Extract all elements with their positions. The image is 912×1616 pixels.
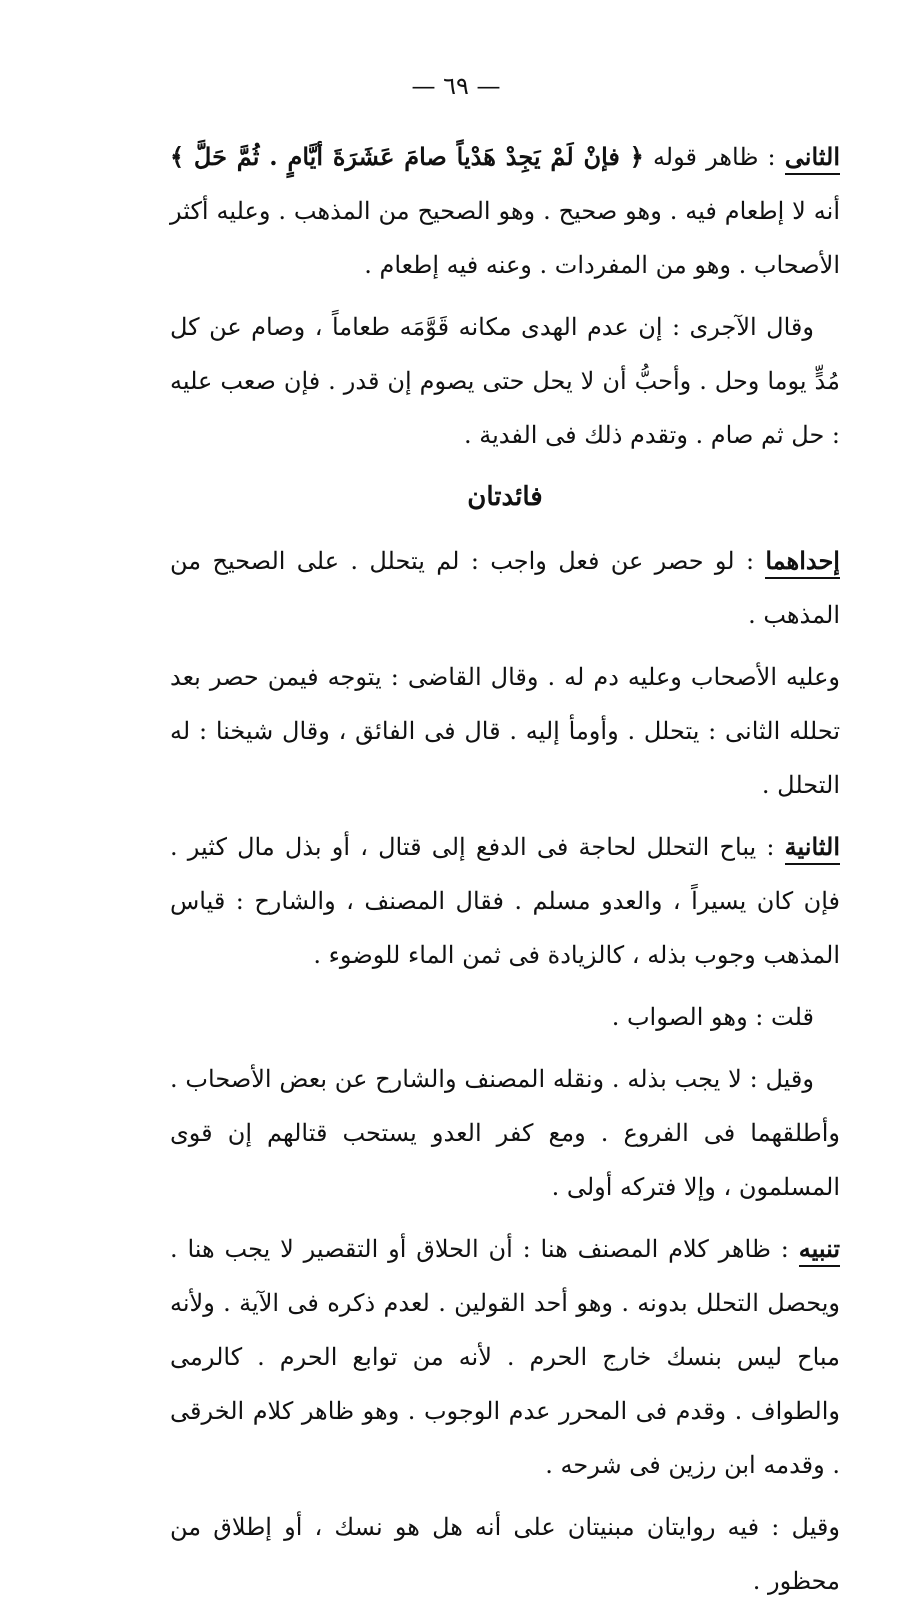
quran-verse: ﴿ فإنْ لَمْ يَجِدْ هَدْياً صامَ عَشَرَةَ أيَّامٍ . ثُمَّ حَلَّ ﴾ <box>170 142 644 171</box>
paragraph-1 <box>170 130 840 292</box>
paragraph-5-text: : يباح التحلل لحاجة فى الدفع إلى قتال ، أو بذل مال كثير . فإن كان يسيراً ، والعدو مسلم . فقال المصنف ، والشارح : قياس المذهب وجوب بذله ، كالزيادة فى ثمن الماء للوضوء . <box>170 833 840 969</box>
paragraph-3-text: : لو حصر عن فعل واجب : لم يتحلل . على الصحيح من المذهب . <box>170 547 840 629</box>
page-body <box>170 130 840 1616</box>
paragraph-2: وقال الآجرى : إن عدم الهدى مكانه قَوَّمَه طعاماً ، وصام عن كل مُدٍّ يوما وحل . وأحبُّ أن لا يحل حتى يصوم إن قدر . فإن صعب عليه : حل ثم صام . وتقدم ذلك فى الفدية . <box>170 313 840 449</box>
paragraph-7: وقيل : لا يجب بذله . ونقله المصنف والشارح عن بعض الأصحاب . وأطلقهما فى الفروع . ومع كفر العدو يستحب قتالهم إن قوى المسلمون ، وإلا فتركه أولى . <box>170 1065 840 1201</box>
paragraph-1-lead: : ظاهر قوله <box>652 143 776 171</box>
paragraph-9: وقيل : فيه روايتان مبنيتان على أنه هل هو نسك ، أو إطلاق من محظور . <box>170 1513 840 1595</box>
paragraph-5 <box>170 820 840 982</box>
section-title: فائدتان <box>467 482 543 512</box>
paragraph-6: قلت : وهو الصواب . <box>611 1003 814 1031</box>
label-first: إحداهما <box>765 546 840 579</box>
paragraph-3 <box>170 534 840 642</box>
paragraph-8-text: : ظاهر كلام المصنف هنا : أن الحلاق أو التقصير لا يجب هنا . ويحصل التحلل بدونه . وهو أحد القولين . لعدم ذكره فى الآية . ولأنه مباح ليس بنسك خارج الحرم . لأنه من توابع الحرم . كالرمى والطواف . وقدم فى المحرر عدم الوجوب . وهو ظاهر كلام الخرقى . وقدمه ابن رزين فى شرحه . <box>170 1235 840 1479</box>
paragraph-1-text: أنه لا إطعام فيه . وهو صحيح . وهو الصحيح من المذهب . وعليه أكثر الأصحاب . وهو من المفردات . وعنه فيه إطعام . <box>170 197 840 279</box>
page-number: — ٦٩ — <box>411 72 501 100</box>
label-note: تنبيه <box>799 1234 840 1267</box>
label-second: الثانى <box>785 142 840 175</box>
label-second-benefit: الثانية <box>785 832 840 865</box>
paragraph-8 <box>170 1222 840 1492</box>
paragraph-4: وعليه الأصحاب وعليه دم له . وقال القاضى : يتوجه فيمن حصر بعد تحلله الثانى : يتحلل . وأومأ إليه . قال فى الفائق ، وقال شيخنا : له التحلل . <box>170 663 840 799</box>
